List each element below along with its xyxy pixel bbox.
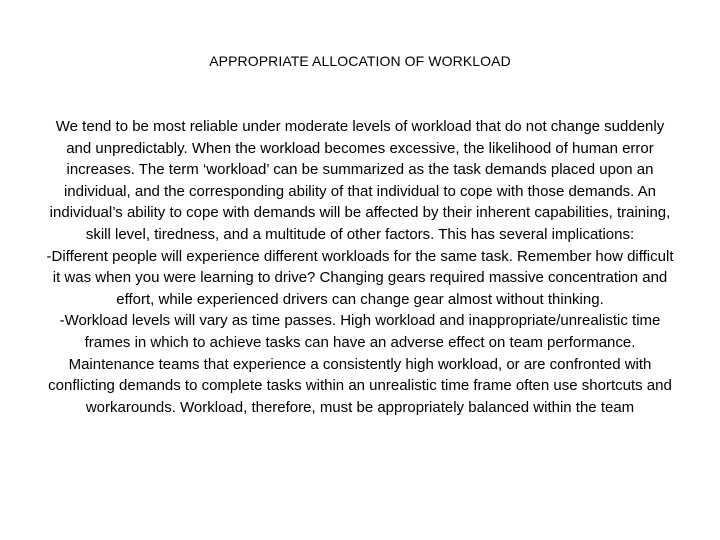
- body-paragraph-implication-1: -Different people will experience different workloads for the same task. Remember how difficult it was when you were learning to drive? Changing gears required massive concentration and effort, while experienced drivers can change gear almost without thinking.: [46, 247, 674, 308]
- body-paragraph-intro: We tend to be most reliable under moderate levels of workload that do not change suddenly and unpredictably. When the workload becomes excessive, the likelihood of human error increases. The term ‘workload’ can be summarized as the task demands placed upon an individual, and the corresponding ability of that individual to cope with those demands. An individual’s ability to cope with demands will be affected by their inherent capabilities, training, skill level, tiredness, and a multitude of other factors. This has several implications:: [49, 118, 671, 243]
- slide-title: APPROPRIATE ALLOCATION OF WORKLOAD: [209, 53, 511, 69]
- body-paragraph-implication-2: -Workload levels will vary as time passes. High workload and inappropriate/unrealistic time frames in which to achieve tasks can have an adverse effect on team performance. Maintenance teams that experience a consistently high workload, or are confronted with conflicting demands to complete tasks within an unrealistic time frame often use shortcuts and workarounds. Workload, therefore, must be appropriately balanced within the team: [48, 312, 672, 416]
- slide-body: [44, 116, 676, 418]
